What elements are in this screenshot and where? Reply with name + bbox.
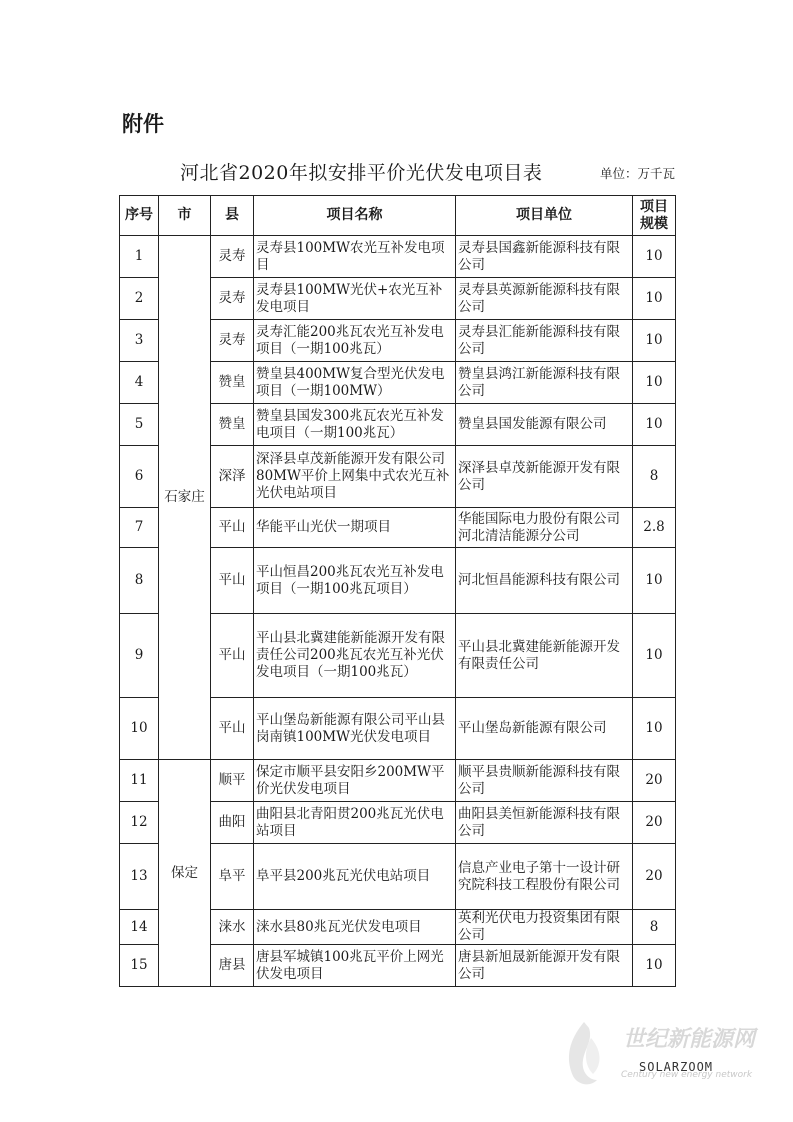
row-seq: 11 [120,760,159,802]
row-project-name: 保定市顺平县安阳乡200MW平价光伏发电项目 [254,760,456,802]
row-seq: 7 [120,508,159,548]
row-project-unit: 灵寿县英源新能源科技有限公司 [456,278,633,320]
row-scale: 10 [633,362,676,404]
row-seq: 6 [120,446,159,508]
row-scale: 20 [633,844,676,910]
project-table [119,195,676,987]
row-project-name: 灵寿汇能200兆瓦农光互补发电项目（一期100兆瓦） [254,320,456,362]
row-project-unit: 灵寿县国鑫新能源科技有限公司 [456,236,633,278]
header-county: 县 [211,196,254,236]
row-project-unit: 唐县新旭晟新能源开发有限公司 [456,945,633,987]
row-project-name: 平山恒昌200兆瓦农光互补发电项目（一期100兆瓦项目） [254,548,456,614]
row-county: 曲阳 [211,802,254,844]
row-scale: 20 [633,760,676,802]
row-project-unit: 赞皇县鸿江新能源科技有限公司 [456,362,633,404]
table-row [120,236,676,278]
row-county: 赞皇 [211,362,254,404]
row-scale: 8 [633,446,676,508]
header-scale-line1: 项目 [640,198,668,215]
row-scale: 10 [633,236,676,278]
row-scale: 10 [633,614,676,698]
row-seq: 15 [120,945,159,987]
flame-logo-icon [559,1018,609,1090]
row-project-unit: 信息产业电子第十一设计研究院科技工程股份有限公司 [456,844,633,910]
row-scale: 20 [633,802,676,844]
row-seq: 12 [120,802,159,844]
row-scale: 2.8 [633,508,676,548]
row-county: 顺平 [211,760,254,802]
row-scale: 10 [633,945,676,987]
row-county: 平山 [211,548,254,614]
row-scale: 10 [633,404,676,446]
row-project-name: 深泽县卓茂新能源开发有限公司80MW平价上网集中式农光互补光伏电站项目 [254,446,456,508]
row-seq: 13 [120,844,159,910]
row-project-name: 阜平县200兆瓦光伏电站项目 [254,844,456,910]
row-county: 灵寿 [211,320,254,362]
row-project-unit: 赞皇县国发能源有限公司 [456,404,633,446]
row-project-name: 灵寿县100MW农光互补发电项目 [254,236,456,278]
row-project-unit: 平山县北冀建能新能源开发有限责任公司 [456,614,633,698]
row-project-name: 平山县北冀建能新能源开发有限责任公司200兆瓦农光互补光伏发电项目（一期100兆瓦） [254,614,456,698]
row-project-name: 曲阳县北青阳贯200兆瓦光伏电站项目 [254,802,456,844]
row-county: 深泽 [211,446,254,508]
row-seq: 3 [120,320,159,362]
row-seq: 4 [120,362,159,404]
header-scale [633,196,676,236]
row-scale: 10 [633,278,676,320]
row-county: 赞皇 [211,404,254,446]
row-scale: 10 [633,548,676,614]
row-scale: 10 [633,698,676,760]
row-city: 石家庄 [159,236,211,760]
row-project-name: 涞水县80兆瓦光伏发电项目 [254,910,456,945]
header-scale-line2: 规模 [640,215,668,232]
row-project-unit: 英利光伏电力投资集团有限公司 [456,910,633,945]
row-project-name: 平山堡岛新能源有限公司平山县岗南镇100MW光伏发电项目 [254,698,456,760]
row-project-unit: 曲阳县美恒新能源科技有限公司 [456,802,633,844]
watermark-cn-text: 世纪新能源网 [623,1027,756,1052]
row-seq: 14 [120,910,159,945]
header-row [120,196,676,236]
unit-note: 单位：万千瓦 [599,166,675,181]
row-project-unit: 深泽县卓茂新能源开发有限公司 [456,446,633,508]
row-project-name: 唐县军城镇100兆瓦平价上网光伏发电项目 [254,945,456,987]
row-project-name: 赞皇县国发300兆瓦农光互补发电项目（一期100兆瓦） [254,404,456,446]
table-body [120,236,676,987]
row-seq: 2 [120,278,159,320]
header-seq: 序号 [120,196,159,236]
row-city: 保定 [159,760,211,987]
header-project-unit: 项目单位 [456,196,633,236]
row-seq: 1 [120,236,159,278]
row-county: 灵寿 [211,236,254,278]
watermark [551,1010,781,1100]
solarzoom-brand: SOLARZOOM [639,1060,714,1074]
row-project-unit: 华能国际电力股份有限公司河北清洁能源分公司 [456,508,633,548]
row-seq: 9 [120,614,159,698]
row-county: 灵寿 [211,278,254,320]
row-project-name: 赞皇县400MW复合型光伏发电项目（一期100MW） [254,362,456,404]
row-seq: 10 [120,698,159,760]
row-seq: 5 [120,404,159,446]
row-project-unit: 灵寿县汇能新能源科技有限公司 [456,320,633,362]
header-city: 市 [159,196,211,236]
row-project-unit: 顺平县贵顺新能源科技有限公司 [456,760,633,802]
table-title: 河北省2020年拟安排平价光伏发电项目表 [180,162,543,184]
row-county: 平山 [211,698,254,760]
attachment-heading: 附件 [122,112,164,136]
row-county: 平山 [211,508,254,548]
row-project-name: 灵寿县100MW光伏+农光互补发电项目 [254,278,456,320]
row-project-unit: 平山堡岛新能源有限公司 [456,698,633,760]
table-row [120,760,676,802]
watermark-en-text: Century new energy network [621,1070,753,1080]
row-county: 阜平 [211,844,254,910]
header-project-name: 项目名称 [254,196,456,236]
row-county: 平山 [211,614,254,698]
row-county: 涞水 [211,910,254,945]
row-scale: 8 [633,910,676,945]
row-county: 唐县 [211,945,254,987]
row-project-name: 华能平山光伏一期项目 [254,508,456,548]
title-row [120,156,675,186]
row-project-unit: 河北恒昌能源科技有限公司 [456,548,633,614]
row-scale: 10 [633,320,676,362]
row-seq: 8 [120,548,159,614]
